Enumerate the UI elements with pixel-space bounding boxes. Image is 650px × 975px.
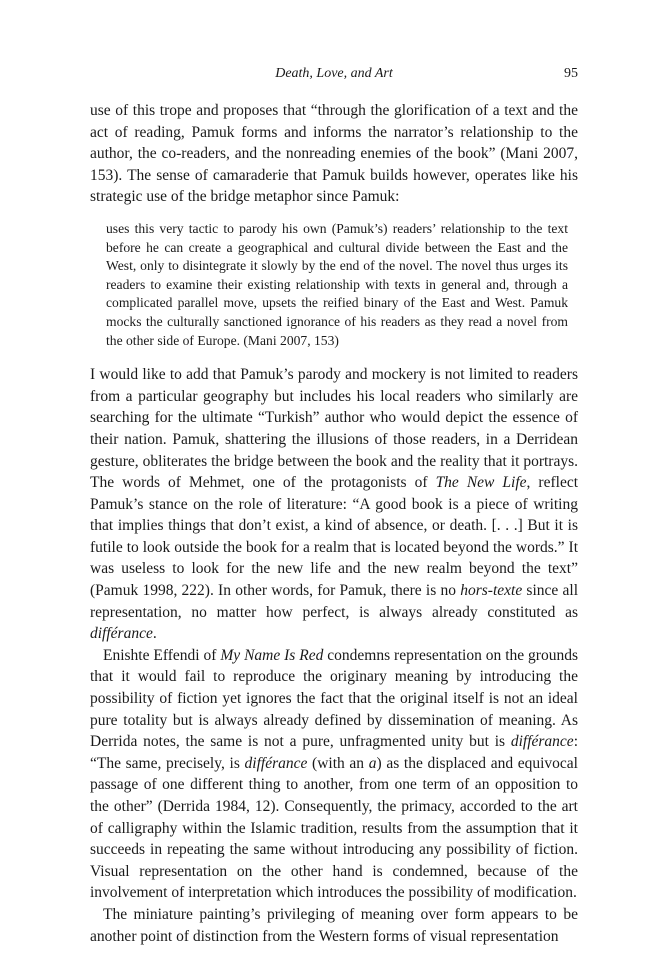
- paragraph-enishte-effendi: [90, 645, 578, 904]
- text-run: , reflect Pamuk’s stance on the role of literature: “A good book is a piece of writing that implies things that don’t exist, a kind of absence, or death. [. . .] But it is futile to look outside the book for a realm that is located beyond the words.” It was useless to look for the new life and the new realm beyond the text” (Pamuk 1998, 222). In other words, for Pamuk, there is no: [90, 474, 579, 600]
- book-title-my-name-is-red: My Name Is Red: [220, 646, 324, 664]
- text-run: I would like to add that Pamuk’s parody and mockery is not limited to readers from a particular geography but includes his local readers who similarly are searching for the ultimate “Turkish” author who would depict the essence of their nation. Pamuk, shattering the illusions of those readers, in a Derridean gesture, obliterates the bridge between the book and the reality that it portrays. The words of Mehmet, one of the protagonists of: [90, 366, 578, 492]
- paragraph-pamuk-parody: [90, 364, 578, 645]
- text-run: condemns representation on the grounds that it would fail to reproduce the originary meaning by introducing the possibility of fiction yet ignores the fact that the original itself is not an ideal pure totality but is always already defined by dissemination of meaning. As Derrida notes, the same is not a pure, unfragmented unity but is: [90, 646, 578, 751]
- body-text: [90, 100, 578, 947]
- term-hors-texte: hors-texte: [460, 582, 523, 600]
- running-title: Death, Love, and Art: [275, 66, 393, 81]
- letter-a: a: [368, 754, 377, 772]
- book-title-new-life: The New Life: [435, 474, 527, 492]
- paragraph-continued: use of this trope and proposes that “through the glorification of a text and the act of reading, Pamuk forms and informs the narrator’s relationship to the author, the co-readers, and the nonreading enemies of the book” (Mani 2007, 153). The sense of camaraderie that Pamuk builds however, operates like his strategic use of the bridge metaphor since Pamuk:: [90, 102, 578, 206]
- page-number: 95: [564, 66, 578, 81]
- term-differance: différance: [90, 625, 153, 643]
- text-run: ) as the displaced and equivocal passage of one different thing to another, from one term of an opposition to the other” (Derrida 1984, 12). Consequently, the primacy, accorded to the art of calligraphy within the Islamic tradition, results from the assumption that it succeeds in repeating the same without introducing any possibility of fiction. Visual representation on the other hand is condemned, because of the involvement of interpretation which introduces the possibility of modification.: [90, 754, 578, 902]
- term-differance: différance: [510, 733, 574, 751]
- text-run: .: [152, 625, 157, 643]
- term-differance: différance: [244, 754, 308, 772]
- text-run: Enishte Effendi of: [103, 646, 221, 664]
- paragraph-miniature-painting: The miniature painting’s privileging of meaning over form appears to be another point of distinction from the Western forms of visual representation: [90, 905, 578, 945]
- text-run: : “The same, precisely, is: [90, 733, 578, 772]
- text-run: (with an: [307, 754, 369, 772]
- text-run: since all representation, no matter how perfect, is always already constituted as: [90, 582, 578, 621]
- running-head: [90, 66, 578, 86]
- block-quote: uses this very tactic to parody his own (Pamuk’s) readers’ relationship to the text before he can create a geographical and cultural divide between the East and the West, only to disintegrate it slowly by the end of the novel. The novel thus urges its readers to examine their existing relationship with texts in general and, through a complicated parallel move, upsets the reified binary of the East and West. Pamuk mocks the culturally sanctioned ignorance of his readers as they read a novel from the other side of Europe. (Mani 2007, 153): [106, 220, 568, 348]
